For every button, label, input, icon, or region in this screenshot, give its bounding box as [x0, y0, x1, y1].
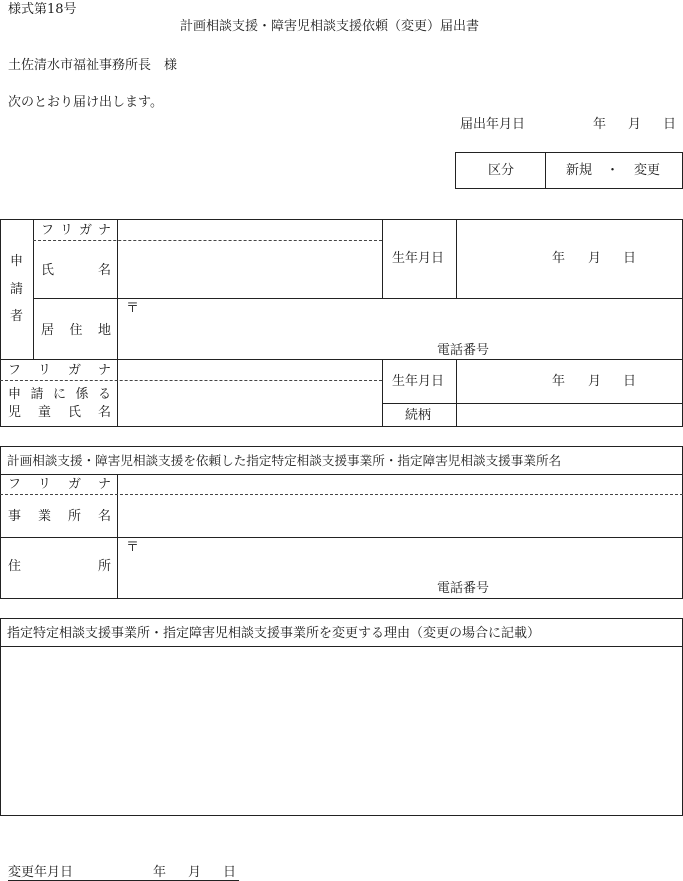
- office-postal-mark: 〒: [126, 540, 140, 555]
- child-birth-month: 月: [588, 374, 602, 389]
- form-number: 様式第18号: [8, 2, 77, 17]
- category-new-option[interactable]: 新規: [566, 163, 593, 178]
- applicant-birth-year: 年: [552, 251, 566, 266]
- office-address-field[interactable]: [140, 539, 680, 577]
- child-label-line1: 申 請 に 係 る: [8, 387, 111, 402]
- reason-text-area[interactable]: [2, 648, 681, 814]
- submit-date-year: 年: [593, 117, 607, 132]
- office-name-label: 事 業 所 名: [8, 509, 111, 524]
- child-name-field[interactable]: [118, 381, 381, 426]
- applicant-address-label: 居 住 地: [41, 323, 111, 338]
- applicant-address-field[interactable]: [140, 300, 680, 338]
- category-change-option[interactable]: 変更: [634, 163, 661, 178]
- child-birthdate-column-left: [382, 359, 383, 427]
- category-dot: ・: [606, 163, 620, 178]
- category-label: 区分: [488, 163, 515, 178]
- office-heading: 計画相談支援・障害児相談支援を依頼した指定特定相談支援事業所・指定障害児相談支援事業所名: [7, 453, 562, 468]
- office-phone-field[interactable]: [498, 579, 680, 597]
- addressee: 土佐清水市福祉事務所長 様: [8, 58, 178, 73]
- applicant-birthdate-label: 生年月日: [392, 251, 445, 266]
- applicant-birth-month: 月: [588, 251, 602, 266]
- change-date-label: 変更年月日: [8, 865, 74, 880]
- submit-date-label: 届出年月日: [460, 117, 526, 132]
- applicant-group-label: 申 請 者: [9, 254, 23, 324]
- office-furigana-label: フ リ ガ ナ: [8, 477, 111, 492]
- child-birthdate-label: 生年月日: [392, 374, 445, 389]
- applicant-furigana-label: フ リ ガ ナ: [41, 223, 111, 238]
- child-birthdate-field[interactable]: [457, 360, 682, 402]
- applicant-birthdate-field[interactable]: [457, 220, 682, 297]
- child-birth-year: 年: [552, 374, 566, 389]
- child-relation-field[interactable]: [457, 404, 682, 426]
- category-divider: [545, 152, 546, 189]
- submit-date-day: 日: [663, 117, 677, 132]
- child-furigana-label: フ リ ガ ナ: [8, 363, 111, 378]
- office-furigana-field[interactable]: [118, 475, 682, 494]
- intro-text: 次のとおり届け出します。: [8, 95, 163, 110]
- submit-date-month: 月: [628, 117, 642, 132]
- applicant-postal-mark: 〒: [126, 301, 140, 316]
- office-phone-label: 電話番号: [437, 581, 490, 596]
- applicant-name-bottom: [33, 298, 683, 299]
- child-furigana-field[interactable]: [118, 360, 381, 380]
- applicant-phone-label: 電話番号: [437, 343, 490, 358]
- child-label-line2: 児 童 氏 名: [8, 405, 111, 420]
- birthdate-column-left: [382, 219, 383, 298]
- applicant-furigana-field[interactable]: [118, 220, 381, 240]
- applicant-name-field[interactable]: [118, 241, 381, 297]
- reason-heading: 指定特定相談支援事業所・指定障害児相談支援事業所を変更する理由（変更の場合に記載）: [7, 626, 541, 641]
- child-birth-day: 日: [623, 374, 637, 389]
- change-date-day: 日: [223, 865, 237, 880]
- change-date-year: 年: [153, 865, 167, 880]
- office-name-field[interactable]: [118, 495, 682, 536]
- applicant-name-label: 氏 名: [41, 263, 111, 278]
- office-address-label: 住 所: [8, 559, 111, 574]
- applicant-birth-day: 日: [623, 251, 637, 266]
- child-relation-label: 続柄: [405, 408, 432, 423]
- office-name-bottom: [0, 537, 683, 538]
- form-title: 計画相談支援・障害児相談支援依頼（変更）届出書: [180, 19, 480, 34]
- applicant-phone-field[interactable]: [498, 340, 680, 358]
- change-date-month: 月: [188, 865, 202, 880]
- reason-heading-bottom: [0, 646, 683, 647]
